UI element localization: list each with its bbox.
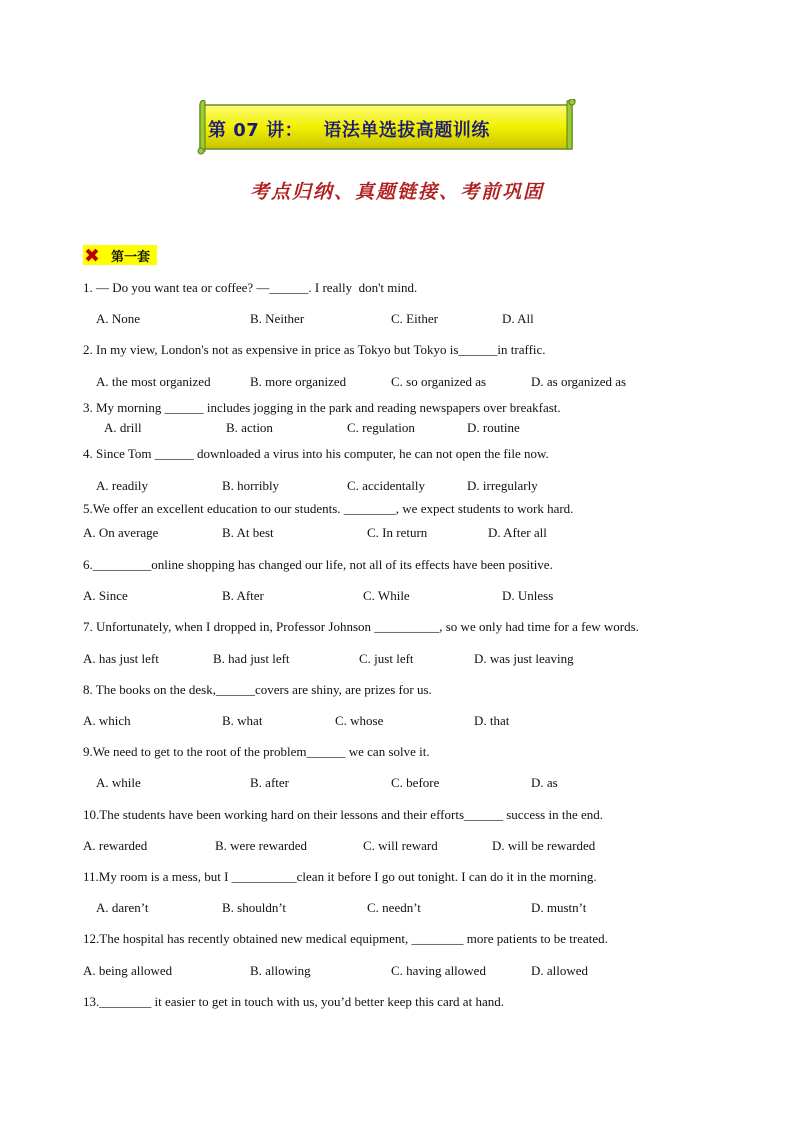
option-10d[interactable]: D. will be rewarded <box>492 838 596 853</box>
option-11d[interactable]: D. mustn’t <box>531 900 587 915</box>
question-11: 11.My room is a mess, but I __________clean it before I go out tonight. I can do it in the morning. <box>83 869 597 884</box>
option-9d[interactable]: D. as <box>531 775 558 790</box>
option-9c[interactable]: C. before <box>391 775 440 790</box>
option-1c[interactable]: C. Either <box>391 311 438 326</box>
title-banner <box>196 99 578 155</box>
option-12a[interactable]: A. being allowed <box>83 963 173 978</box>
option-4d[interactable]: D. irregularly <box>467 478 538 493</box>
option-10c[interactable]: C. will reward <box>363 838 438 853</box>
option-11b[interactable]: B. shouldn’t <box>222 900 287 915</box>
option-9b[interactable]: B. after <box>250 775 289 790</box>
option-6d[interactable]: D. Unless <box>502 588 554 603</box>
option-11c[interactable]: C. needn’t <box>367 900 421 915</box>
option-8d[interactable]: D. that <box>474 713 510 728</box>
option-2d[interactable]: D. as organized as <box>531 374 627 389</box>
option-10b[interactable]: B. were rewarded <box>215 838 308 853</box>
option-11a[interactable]: A. daren’t <box>96 900 149 915</box>
question-12: 12.The hospital has recently obtained new medical equipment, ________ more patients to be treated. <box>83 931 608 946</box>
option-6a[interactable]: A. Since <box>83 588 128 603</box>
option-1b[interactable]: B. Neither <box>250 311 305 326</box>
option-8c[interactable]: C. whose <box>335 713 384 728</box>
option-4c[interactable]: C. accidentally <box>347 478 425 493</box>
option-5b[interactable]: B. At best <box>222 525 274 540</box>
option-4b[interactable]: B. horribly <box>222 478 280 493</box>
option-2c[interactable]: C. so organized as <box>391 374 487 389</box>
option-8b[interactable]: B. what <box>222 713 263 728</box>
option-5a[interactable]: A. On average <box>83 525 159 540</box>
section-heading <box>83 245 157 265</box>
question-5: 5.We offer an excellent education to our students. ________, we expect students to work hard. <box>83 501 574 516</box>
option-9a[interactable]: A. while <box>96 775 141 790</box>
question-3: 3. My morning ______ includes jogging in the park and reading newspapers over breakfast. <box>83 400 561 415</box>
option-7d[interactable]: D. was just leaving <box>474 651 574 666</box>
question-7: 7. Unfortunately, when I dropped in, Professor Johnson __________, so we only had time for a few words. <box>83 619 639 634</box>
option-1d[interactable]: D. All <box>502 311 534 326</box>
question-8: 8. The books on the desk,______covers are shiny, are prizes for us. <box>83 682 432 697</box>
option-3a[interactable]: A. drill <box>104 420 142 435</box>
option-3b[interactable]: B. action <box>226 420 273 435</box>
option-4a[interactable]: A. readily <box>96 478 148 493</box>
option-5d[interactable]: D. After all <box>488 525 547 540</box>
option-7c[interactable]: C. just left <box>359 651 414 666</box>
option-6b[interactable]: B. After <box>222 588 264 603</box>
question-1: 1. — Do you want tea or coffee? —______. I really don't mind. <box>83 280 418 295</box>
option-12c[interactable]: C. having allowed <box>391 963 486 978</box>
question-6: 6._________online shopping has changed our life, not all of its effects have been positive. <box>83 557 553 572</box>
page-subtitle: 考点归纳、真题链接、考前巩固 <box>249 181 544 203</box>
question-4: 4. Since Tom ______ downloaded a virus into his computer, he can not open the file now. <box>83 446 549 461</box>
option-8a[interactable]: A. which <box>83 713 131 728</box>
question-10: 10.The students have been working hard on their lessons and their efforts______ success in the end. <box>83 807 603 822</box>
section-label: 第一套 <box>111 249 151 265</box>
page-title: 第 07 讲： 语法单选拔高题训练 <box>208 120 490 141</box>
option-5c[interactable]: C. In return <box>367 525 428 540</box>
option-6c[interactable]: C. While <box>363 588 410 603</box>
diamond-bullet-icon <box>85 248 99 262</box>
question-2: 2. In my view, London's not as expensive in price as Tokyo but Tokyo is______in traffic. <box>83 342 546 357</box>
option-7b[interactable]: B. had just left <box>213 651 290 666</box>
question-13: 13.________ it easier to get in touch with us, you’d better keep this card at hand. <box>83 994 504 1009</box>
option-3d[interactable]: D. routine <box>467 420 520 435</box>
option-1a[interactable]: A. None <box>96 311 141 326</box>
option-7a[interactable]: A. has just left <box>83 651 159 666</box>
option-12b[interactable]: B. allowing <box>250 963 311 978</box>
option-2a[interactable]: A. the most organized <box>96 374 211 389</box>
option-2b[interactable]: B. more organized <box>250 374 347 389</box>
question-9: 9.We need to get to the root of the problem______ we can solve it. <box>83 744 430 759</box>
option-3c[interactable]: C. regulation <box>347 420 415 435</box>
option-12d[interactable]: D. allowed <box>531 963 589 978</box>
option-10a[interactable]: A. rewarded <box>83 838 148 853</box>
